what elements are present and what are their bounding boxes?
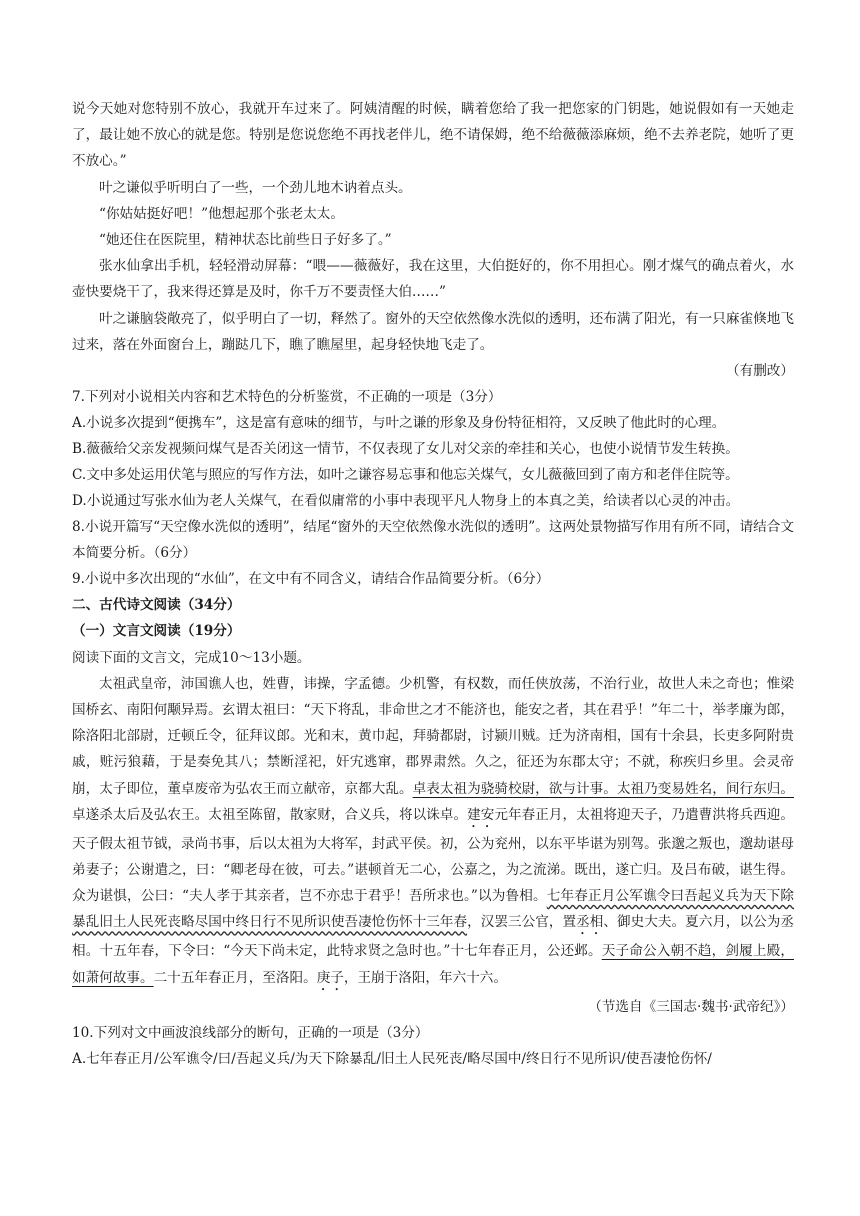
story-paragraph: “你姑姑挺好吧！”他想起那个张老太太。 <box>99 205 344 222</box>
classical-text-part: ，王崩于洛阳，年六十六。 <box>343 969 507 986</box>
source-citation: （节选自《三国志·魏书·武帝纪》） <box>588 998 794 1015</box>
option-7c: C.文中多处运用伏笔与照应的写作方法，如叶之谦容易忘事和他忘关煤气，女儿薇薇回到了南方和老伴住院等。 <box>72 467 739 484</box>
question-7: 7.下列对小说相关内容和艺术特色的分析鉴赏，不正确的一项是（3分） <box>72 389 502 406</box>
option-10a: A.七年春正月/公军谯令/曰/吾起义兵/为天下除暴乱/旧土人民死丧/略尽国中/终日行不见所识/使吾凄怆伤怀/ <box>72 1050 712 1067</box>
classical-text <box>72 671 794 994</box>
classical-text-part: 、御史大夫。夏六月，以公为丞相。十五年春，下令曰：“今天下尚未定，此特求贤之急时也。”十七年春正月，公还邺。 <box>72 914 795 960</box>
option-7a: A.小说多次提到“便携车”，这是富有意味的细节，与叶之谦的形象及身份特征相符，又反映了他此时的心理。 <box>72 415 726 432</box>
underlined-sentence: 卓表太祖为骁骑校尉，欲与计事。太祖乃变易姓名，间行东归。 <box>412 780 794 797</box>
story-paragraph: 叶之谦脑袋敞亮了，似乎明白了一切，释然了。窗外的天空依然像水洗似的透明，还布满了阳光，有一只麻雀倏地飞过来，落在外面窗台上，蹦跶几下，瞧了瞧屋里，起身轻快地飞走了。 <box>72 310 794 353</box>
classical-text-part: 二十五年春正月，至洛阳。 <box>153 969 317 986</box>
edit-note: （有删改） <box>726 363 794 380</box>
dotted-word: 建安 <box>467 806 495 823</box>
question-10: 10.下列对文中画波浪线部分的断句，正确的一项是（3分） <box>72 1024 429 1041</box>
question-9: 9.小说中多次出现的“水仙”，在文中有不同含义，请结合作品简要分析。（6分） <box>72 571 550 588</box>
reading-instruction: 阅读下面的文言文，完成10～13小题。 <box>72 649 311 666</box>
story-paragraph: 叶之谦似乎听明白了一些，一个劲儿地木讷着点头。 <box>99 179 412 196</box>
story-paragraph: 说今天她对您特别不放心，我就开车过来了。阿姨清醒的时候，瞒着您给了我一把您家的门钥匙，她说假如有一天她走了，最让她不放心的就是您。特别是您说您绝不再找老伴儿，绝不请保姆，绝不给薇薇添麻烦，绝不去养老院，她听了更不放心。” <box>72 101 794 170</box>
option-7b: B.薇薇给父亲发视频问煤气是否关闭这一情节，不仅表现了女儿对父亲的牵挂和关心，也使小说情节发生转换。 <box>72 441 739 458</box>
story-paragraph: 张水仙拿出手机，轻轻滑动屏幕：“喂——薇薇好，我在这里，大伯挺好的，你不用担心。刚才煤气的确点着火，水壶快要烧干了，我来得还算是及时，你千万不要责怪大伯……” <box>72 258 794 301</box>
classical-text-part: 太祖武皇帝，沛国谯人也，姓曹，讳操，字孟德。少机警，有权数，而任侠放荡，不治行业，故世人未之奇也；惟梁国桥玄、南阳何颙异焉。玄谓太祖曰：“天下将乱，非命世之才不能济也，能安之者，其在君乎！”年二十，举孝廉为郎，除洛阳北部尉，迁顿丘令，征拜议郎。光和末，黄巾起，拜骑都尉，讨颍川贼。迁为济南相，国有十余县，长吏多阿附贵戚，赃污狼藉，于是奏免其八；禁断淫祀，奸宄逃窜，郡界肃然。久之，征还为东郡太守；不就，称疾归乡里。会灵帝崩，太子即位，董卓废帝为弘农王而立献帝，京都大乱。 <box>72 675 794 797</box>
classical-text-part: ，汉罢三公官，置 <box>467 914 577 931</box>
classical-text-part: 元年春正月，太祖将迎天子，乃遣曹洪将兵西迎。天子假太祖节钺，录尚书事，后以太祖为大将军，封武平侯。初，公为兖州，以东平毕谌为别驾。张邈之叛也，邈劫谌母弟妻子；公谢遣之，曰：“卿老母在彼，可去。”谌顿首无二心，公嘉之，为之流涕。既出，遂亡归。及吕布破，谌生得。众为谌惧，公曰：“夫人孝于其亲者，岂不亦忠于君乎！吾所求也。”以为鲁相。 <box>72 806 795 905</box>
dotted-word: 丞相 <box>576 914 604 931</box>
wavy-underlined-passage: 七年春正月公军谯令曰吾起义兵为天下除暴乱旧土人民死丧略尽国中终日行不见所识使吾凄怆伤怀十三年春 <box>72 888 794 931</box>
exam-page <box>72 96 794 1072</box>
underlined-sentence: 天子命公入朝不趋，剑履上殿，如萧何故事。 <box>72 943 794 986</box>
section-heading: 二、古代诗文阅读（34分） <box>72 597 241 614</box>
dotted-word: 庚子 <box>316 969 344 986</box>
subsection-heading: （一）文言文阅读（19分） <box>72 623 241 640</box>
option-7d: D.小说通过写张水仙为老人关煤气，在看似庸常的小事中表现平凡人物身上的本真之美，给读者以心灵的冲击。 <box>72 493 740 510</box>
story-paragraph: “她还住在医院里，精神状态比前些日子好多了。” <box>99 232 392 249</box>
question-8: 8.小说开篇写“天空像水洗似的透明”，结尾“窗外的天空依然像水洗似的透明”。这两处景物描写作用有所不同，请结合文本简要分析。（6分） <box>72 519 794 562</box>
classical-text-part: 卓遂杀太后及弘农王。太祖至陈留，散家财，合义兵，将以诛卓。 <box>72 806 468 823</box>
